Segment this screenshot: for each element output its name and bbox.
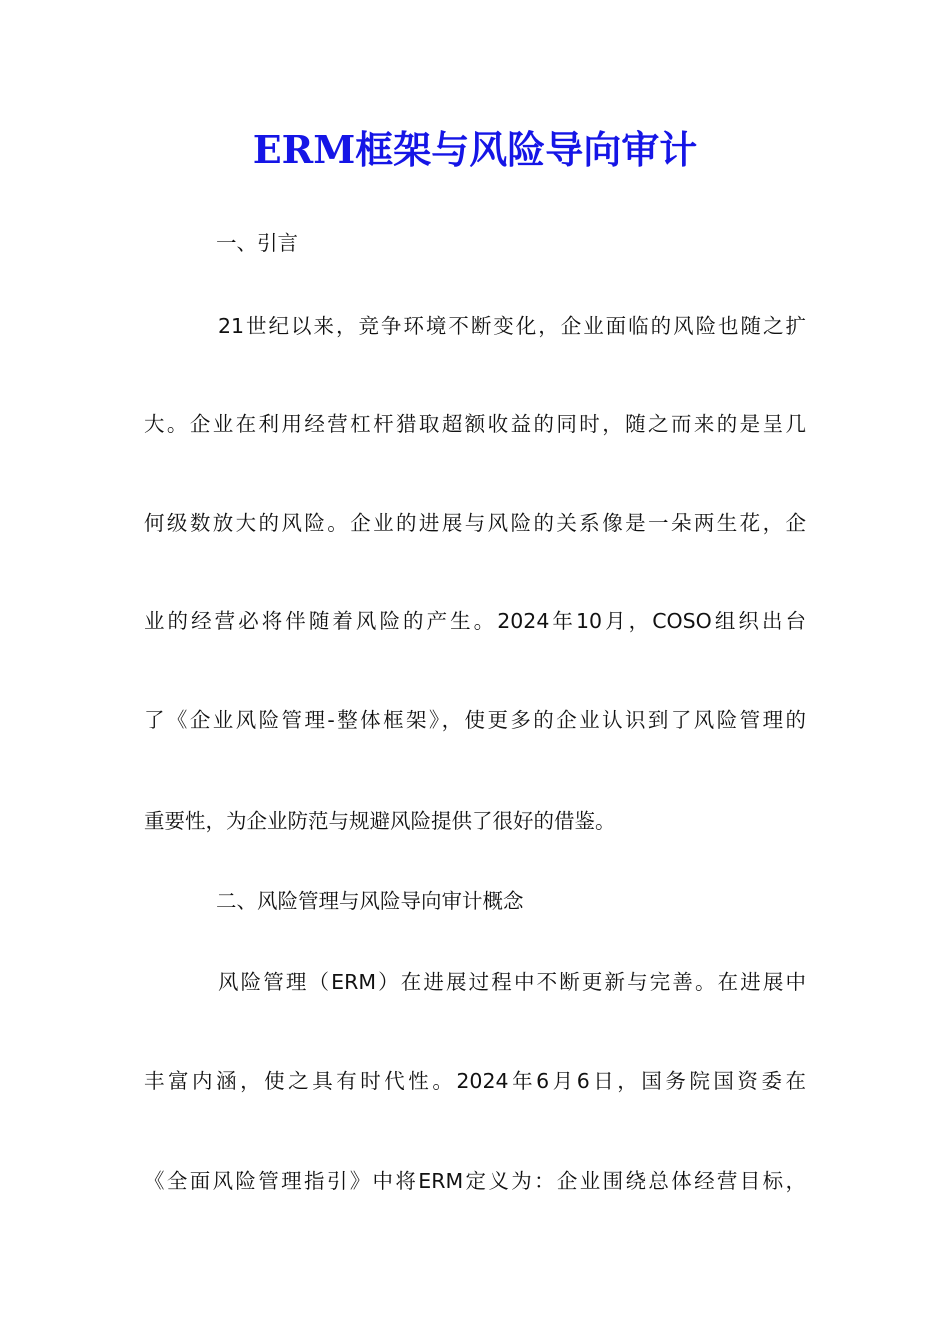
paragraph-line: 《全面风险管理指引》中将ERM定义为：企业围绕总体经营目标， (144, 1169, 806, 1193)
document-title: ERM框架与风险导向审计 (252, 127, 698, 172)
paragraph-line: 丰富内涵，使之具有时代性。2024年6月6日，国务院国资委在 (144, 1069, 806, 1093)
section-heading-intro: 一、引言 (216, 231, 298, 255)
paragraph-line: 21世纪以来，竞争环境不断变化，企业面临的风险也随之扩 (218, 314, 806, 338)
paragraph-line: 何级数放大的风险。企业的进展与风险的关系像是一朵两生花，企 (144, 511, 806, 535)
paragraph-line: 风险管理（ERM）在进展过程中不断更新与完善。在进展中 (218, 970, 806, 994)
paragraph-line: 重要性，为企业防范与规避风险提供了很好的借鉴。 (144, 809, 616, 833)
paragraph-line: 了《企业风险管理-整体框架》，使更多的企业认识到了风险管理的 (144, 708, 806, 732)
section-heading-concepts: 二、风险管理与风险导向审计概念 (216, 889, 524, 913)
paragraph-line: 大。企业在利用经营杠杆猎取超额收益的同时，随之而来的是呈几 (144, 412, 806, 436)
paragraph-line: 业的经营必将伴随着风险的产生。2024年10月，COSO组织出台 (144, 609, 806, 633)
